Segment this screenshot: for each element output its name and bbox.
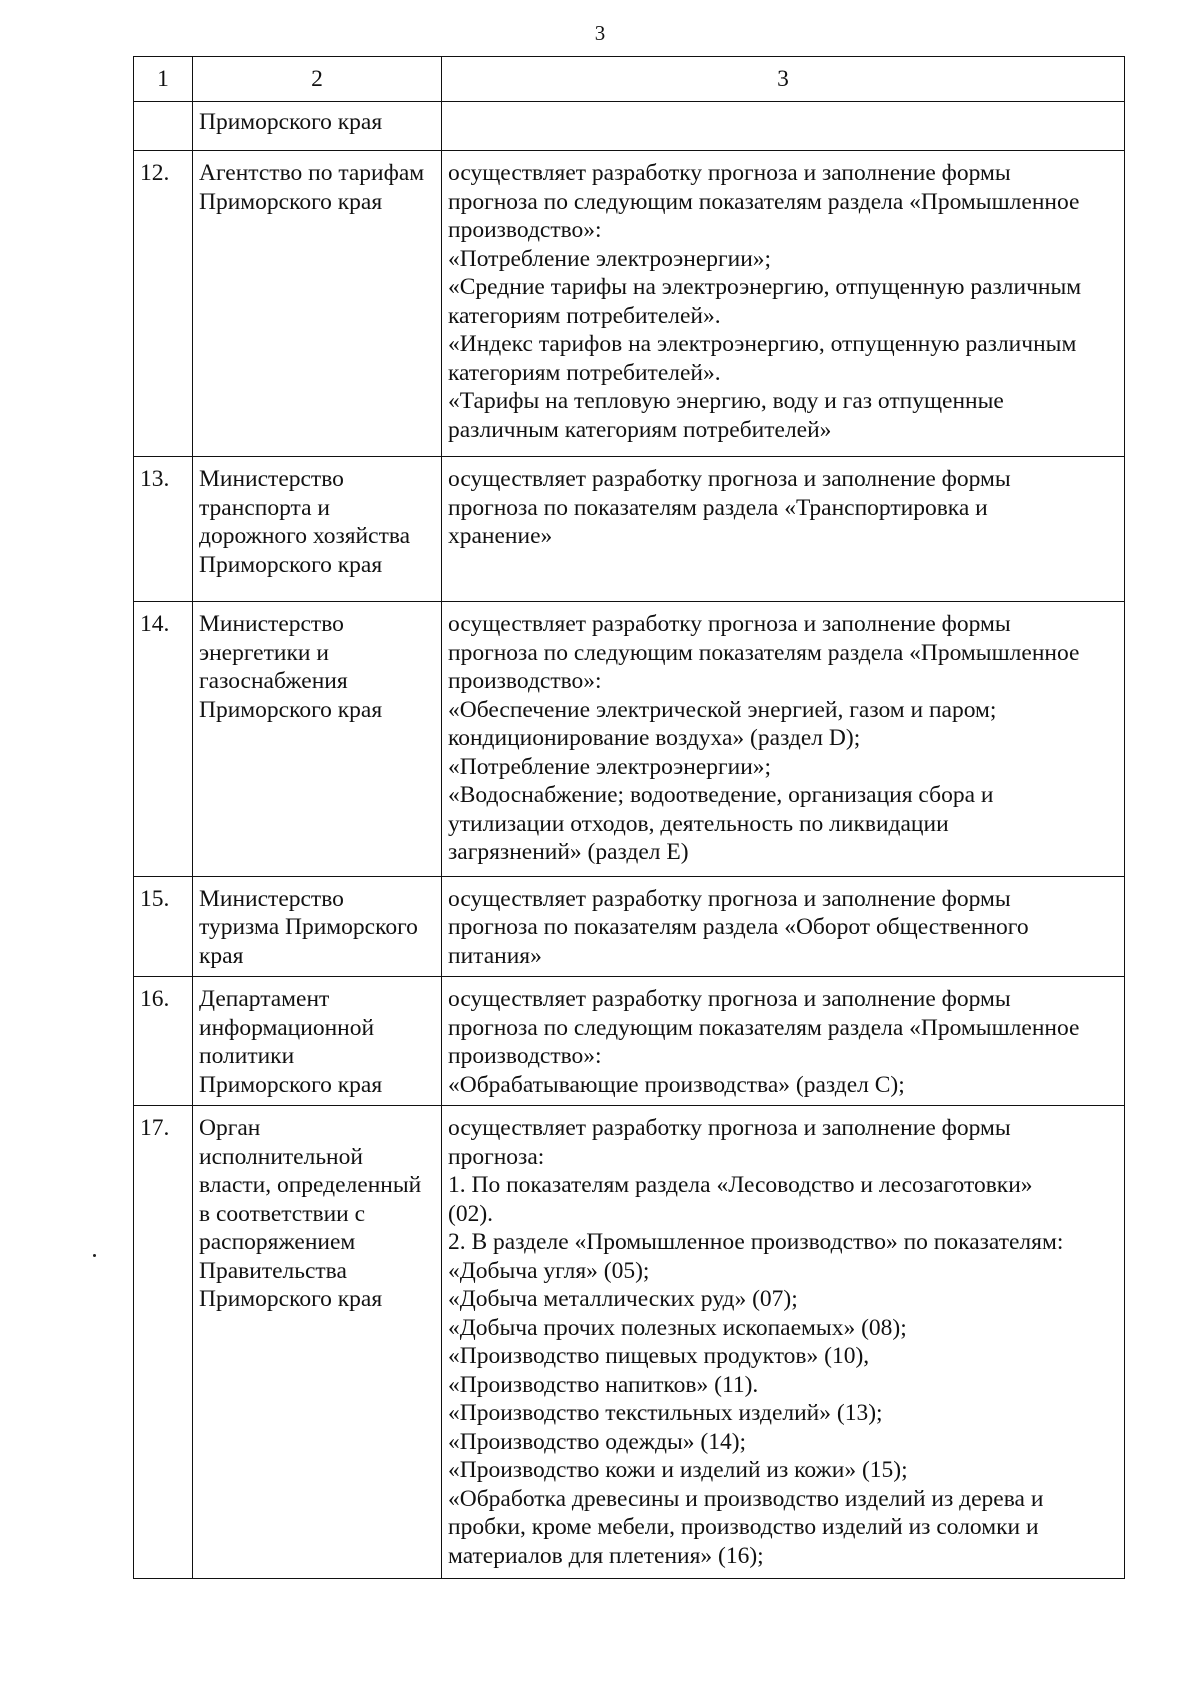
description-line: прогноза по следующим показателям раздела «Промышленное xyxy=(448,1014,1080,1041)
table-row xyxy=(134,977,1125,1106)
organization-line: Орган xyxy=(199,1115,261,1141)
description-line: хранение» xyxy=(448,523,553,549)
description-line: «Потребление электроэнергии»; xyxy=(448,245,772,272)
description-line: 2. В разделе «Промышленное производство» по показателям: xyxy=(448,1229,1064,1255)
table-row xyxy=(134,602,1125,877)
description-line: «Обеспечение электрической энергией, газом и паром; xyxy=(448,696,997,723)
table-row xyxy=(134,876,1125,977)
row-number: 13. xyxy=(134,457,193,602)
row-number: 16. xyxy=(134,977,193,1106)
organization-line: энергетики и xyxy=(199,639,329,666)
description-line: «Обработка древесины и производство изделий из дерева и xyxy=(448,1485,1044,1512)
row-number: 14. xyxy=(134,602,193,877)
description-line: «Добыча металлических руд» (07); xyxy=(448,1286,798,1312)
description-line: прогноза по следующим показателям раздела «Промышленное xyxy=(448,639,1080,666)
description-line: производство»: xyxy=(448,668,602,694)
organization-line: власти, определенный xyxy=(199,1172,422,1198)
description-line: «Производство кожи и изделий из кожи» (15); xyxy=(448,1457,908,1483)
organization-line: Приморского края xyxy=(199,551,383,578)
description-line: осуществляет разработку прогноза и заполнение формы xyxy=(448,611,1011,637)
description-line: производство»: xyxy=(448,1043,602,1069)
description-line: «Обрабатывающие производства» (раздел C); xyxy=(448,1071,905,1098)
organization-line: распоряжением xyxy=(199,1229,356,1255)
organization-cell xyxy=(193,602,442,877)
organization-cell xyxy=(193,151,442,457)
description-cell xyxy=(442,876,1125,977)
organization-cell xyxy=(193,457,442,602)
description-line: «Производство текстильных изделий» (13); xyxy=(448,1400,883,1426)
description-line: кондиционирование воздуха» (раздел D); xyxy=(448,725,861,751)
responsibility-table xyxy=(133,56,1125,1579)
organization-line: Агентство по тарифам xyxy=(199,160,425,186)
description-line: «Водоснабжение; водоотведение, организация сбора и xyxy=(448,782,994,808)
description-line: «Потребление электроэнергии»; xyxy=(448,753,772,780)
organization-line: исполнительной xyxy=(199,1143,363,1170)
description-line: «Производство одежды» (14); xyxy=(448,1428,747,1455)
description-line: «Добыча прочих полезных ископаемых» (08); xyxy=(448,1314,907,1341)
organization-line: Приморского края xyxy=(199,1286,383,1312)
description-line: различным категориям потребителей» xyxy=(448,416,832,443)
description-line: материалов для плетения» (16); xyxy=(448,1542,764,1569)
organization-line: Приморского края xyxy=(199,188,383,215)
page-number: 3 xyxy=(594,21,606,45)
organization-line: туризма Приморского xyxy=(199,914,418,940)
description-line: осуществляет разработку прогноза и заполнение формы xyxy=(448,160,1011,186)
description-line: питания» xyxy=(448,942,542,969)
organization-line: газоснабжения xyxy=(199,668,348,694)
description-line: осуществляет разработку прогноза и заполнение формы xyxy=(448,885,1011,912)
description-line: прогноза по следующим показателям раздела «Промышленное xyxy=(448,188,1080,215)
organization-line: Министерство xyxy=(199,466,344,492)
organization-line: Приморского края xyxy=(199,1071,383,1098)
description-cell xyxy=(442,102,1125,151)
organization-cell xyxy=(193,1106,442,1579)
description-line: производство»: xyxy=(448,217,602,243)
organization-cell xyxy=(193,876,442,977)
column-number-2: 2 xyxy=(193,57,442,102)
table-row xyxy=(134,457,1125,602)
organization-line: Приморского края xyxy=(199,696,383,723)
description-line: загрязнений» (раздел E) xyxy=(448,839,689,865)
column-number-3: 3 xyxy=(442,57,1125,102)
table-header-row xyxy=(134,57,1125,102)
description-line: утилизации отходов, деятельность по ликвидации xyxy=(448,810,949,837)
organization-line: Департамент xyxy=(199,986,330,1012)
description-line: осуществляет разработку прогноза и заполнение формы xyxy=(448,466,1011,492)
organization-cell xyxy=(193,102,442,151)
description-cell xyxy=(442,1106,1125,1579)
row-number: 15. xyxy=(134,876,193,977)
description-line: прогноза по показателям раздела «Оборот общественного xyxy=(448,914,1029,940)
description-cell xyxy=(442,977,1125,1106)
organization-line: Приморского края xyxy=(199,109,383,135)
description-line: 1. По показателям раздела «Лесоводство и лесозаготовки» xyxy=(448,1172,1033,1198)
description-line: прогноза: xyxy=(448,1143,545,1170)
organization-line: Министерство xyxy=(199,611,344,637)
table-row xyxy=(134,1106,1125,1579)
description-line: «Средние тарифы на электроэнергию, отпущенную различным xyxy=(448,274,1082,300)
organization-line: Правительства xyxy=(199,1257,347,1284)
organization-line: дорожного хозяйства xyxy=(199,523,411,549)
organization-line: в соответствии с xyxy=(199,1200,366,1227)
description-line: «Индекс тарифов на электроэнергию, отпущенную различным xyxy=(448,331,1077,357)
table-row xyxy=(134,151,1125,457)
description-line: «Тарифы на тепловую энергию, воду и газ отпущенные xyxy=(448,388,1004,414)
table-row xyxy=(134,102,1125,151)
description-line: (02). xyxy=(448,1200,494,1227)
description-line: осуществляет разработку прогноза и заполнение формы xyxy=(448,986,1011,1012)
organization-line: информационной xyxy=(199,1014,375,1041)
organization-line: транспорта и xyxy=(199,494,330,521)
description-cell xyxy=(442,457,1125,602)
scan-speck xyxy=(93,1254,96,1257)
row-number: 17. xyxy=(134,1106,193,1579)
row-number: 12. xyxy=(134,151,193,457)
description-line: «Производство пищевых продуктов» (10), xyxy=(448,1343,870,1369)
description-line: прогноза по показателям раздела «Транспортировка и xyxy=(448,494,988,521)
description-cell xyxy=(442,151,1125,457)
organization-line: Министерство xyxy=(199,885,344,912)
organization-cell xyxy=(193,977,442,1106)
description-line: категориям потребителей». xyxy=(448,302,721,329)
description-line: «Добыча угля» (05); xyxy=(448,1257,650,1284)
description-line: пробки, кроме мебели, производство изделий из соломки и xyxy=(448,1514,1039,1540)
description-line: осуществляет разработку прогноза и заполнение формы xyxy=(448,1115,1011,1141)
description-line: «Производство напитков» (11). xyxy=(448,1371,759,1398)
organization-line: политики xyxy=(199,1043,295,1069)
organization-line: края xyxy=(199,942,244,969)
description-cell xyxy=(442,602,1125,877)
description-line: категориям потребителей». xyxy=(448,359,721,386)
row-number xyxy=(134,102,193,151)
column-number-1: 1 xyxy=(134,57,193,102)
